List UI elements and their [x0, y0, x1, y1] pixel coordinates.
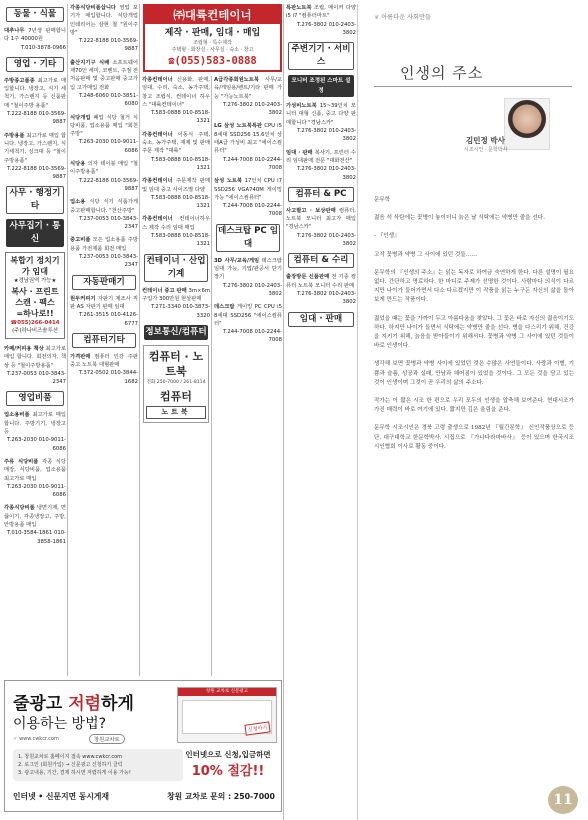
- classified-ad: [70, 160, 138, 193]
- ad-title: 각종컨테이너: [142, 131, 173, 138]
- box-ad-phone: ☎055)266-0414: [10, 319, 60, 326]
- ad-title: 컨테이너 중고 판매: [142, 287, 187, 294]
- classified-ad: [214, 303, 282, 344]
- ad-phone: T.010-3878-0966: [20, 44, 66, 51]
- ad-title: 각종컨테이너: [142, 178, 173, 185]
- ad-phone: T.271-3340 010-3873-3320: [151, 304, 210, 319]
- classified-ad: [70, 236, 138, 269]
- ad-title: 업소용비품: [4, 412, 30, 419]
- promo-headline-b: 저렴: [68, 694, 102, 714]
- ad-phone: T.244-7008 010-2244-7008: [223, 329, 282, 344]
- page-number: 11: [548, 786, 578, 814]
- ad-body: 의자 테이블 매입 "철이주방용품": [70, 161, 138, 176]
- ad-title: 3D 사무/교육/게임: [214, 257, 260, 264]
- box-ad-line: 스캔 · 팩스: [15, 297, 55, 307]
- box-ad-company: (주)하나비즈솔루션: [12, 328, 58, 335]
- essay-paragraph: 작가는 이 짧은 시조 한 편으로 우리 모두의 인생을 압축해 보여준다. 현대시조가 가진 매력이 바로 여기에 있다. 짧지만 깊은 울림을 준다.: [374, 398, 574, 414]
- ad-title: 사고팔고 · 보상판매: [286, 207, 336, 214]
- ad-title: 특판노트북: [286, 5, 312, 11]
- essay-paragraph: 문무학 시조시인은 경북 고령 출생으로 1982년 『월간문학』 신인작품상으로 등단. 대구대학교 한문학박사. 시집으로 『가나다라마바사』 등이 있으며 한국시조시인협회 이사로 활동 중이다.: [374, 425, 574, 450]
- ad-title: 주방용품: [4, 132, 25, 139]
- ad-phone: T.583-0888 010-8518-1321: [151, 110, 210, 125]
- ad-title: 식당용: [70, 161, 86, 168]
- ad-title: 가격판매: [70, 353, 91, 360]
- classified-ad: [4, 504, 66, 545]
- classified-column-1: [4, 4, 66, 676]
- classified-column-2: [70, 4, 138, 676]
- ad-body: 이동식 주택, 숙소, 농가주택, 재제 및 판매 주문 제작 "대륙": [142, 131, 210, 155]
- category-header: 동물 · 식물: [6, 7, 64, 22]
- promo-discount-value: 10% 절감!!: [191, 764, 265, 779]
- info-box-phone: 전화 250-7000 / 261-8114: [146, 379, 206, 385]
- classified-ad: [286, 102, 356, 143]
- ad-phone: T.276-3802 010-2403-3802: [223, 101, 282, 117]
- ad-phone: T.261-3515 010-4126-6777: [79, 312, 138, 327]
- category-header: 컨테이너 · 산업기계: [144, 254, 208, 282]
- container-services: 제작 · 판매, 임대 · 매입: [164, 28, 261, 38]
- ad-phone: T.276-3802 010-2403-3802: [297, 166, 356, 181]
- box-ad-sub: ★경남권역 가능★: [13, 278, 57, 285]
- classified-column-4: [214, 76, 282, 676]
- ad-title: A급각종회원노트북: [214, 77, 260, 83]
- column-divider: [67, 4, 68, 676]
- promo-discount-text: 인터넷으로 신청,입금하면: [185, 750, 271, 759]
- ad-phone: T.276-3802 010-2403-3802: [297, 290, 356, 306]
- classified-ad: [142, 76, 210, 126]
- category-header: 사무 · 행정기타: [6, 186, 64, 214]
- ad-phone: T.276-3802 010-2403-3802: [297, 21, 356, 36]
- ad-body: 신용화, 판매, 임대, 수리, 숙소, 농가주택, 창고 조립식, 컨테이너 하우스 "대륙컨테이너": [142, 77, 210, 108]
- promo-step: 3. 광고내용, 기간, 결제 하시면 저렴하게 이용 가능!: [18, 770, 131, 776]
- category-header: 컴퓨터 & PC: [288, 187, 354, 202]
- classified-ad: [286, 4, 356, 37]
- promo-headline: [13, 689, 134, 714]
- essay-paragraph: 젊음 석 삭탄에는 꽃병이 놓이더니 늙은 날 식탁에는 약병만 줄을 선다.: [374, 215, 545, 222]
- promo-footer-right: 창원 교차로 문의 : 250-7000: [167, 792, 275, 801]
- ad-phone: T.372-0502 010-3844-1682: [79, 370, 138, 385]
- classified-ad: [214, 76, 282, 117]
- container-company-ad: [143, 4, 282, 72]
- author-photo: [504, 98, 550, 150]
- ad-phone: T.237-0053 010-3843-2347: [7, 370, 66, 386]
- ad-body: 데스크탑 임대 가능, 기업/관공서 단기 장기: [214, 257, 282, 281]
- ad-body: 자판기 제조사 직판 AS 자판기 판매 임대: [70, 295, 138, 310]
- category-header: 임대 · 판매: [288, 312, 354, 327]
- classified-ad: [70, 295, 138, 328]
- ad-phone: T.583-0888 010-8518-1321: [151, 194, 210, 210]
- ad-body: 7년생 판매합니다 1주 40000원: [4, 28, 66, 43]
- ad-title: 각종식당비품: [4, 505, 35, 512]
- ad-phone: T.010-3584-1861 010-3858-1861: [7, 530, 66, 545]
- ad-title: 주류 식당비품: [4, 458, 39, 465]
- promo-steps: [13, 749, 183, 781]
- ad-phone: T.222-8188 010-3569-9887: [79, 38, 138, 53]
- category-subheader: 모니터 조정된 스마트 설정: [288, 75, 354, 97]
- ad-body: 조립, 메이커 다양 i5 i7 "컴퓨터마트": [286, 5, 356, 20]
- ad-phone: T.244-7008 010-2244-7008: [223, 203, 282, 218]
- ad-title: 업소용: [70, 199, 86, 206]
- essay-paragraph: 문무학의 『인생의 주소』는 읽는 독자로 하여금 숙연하게 한다. 다른 설명이 필요 없다. 간단하고 명료하다. 한 마디로 주제가 선명한 것이다. 사람마다 의식이 다르지만 나이가 들어가면서 다소 다르겠지만 이 작품을 읽는 누구든 자신의 삶을 돌아보게 만드는 작품이다.: [374, 269, 574, 304]
- essay-title: 인생의 주소: [400, 64, 484, 82]
- promo-step: 1. 창원교차로 홈페이지 접속 www.cwkcr.com: [18, 754, 123, 760]
- essay-paragraph: - 『인생』: [374, 233, 400, 240]
- ad-phone: T.276-3802 010-2403-3802: [223, 282, 282, 297]
- essay-section-label: [374, 12, 431, 21]
- ad-phone: T.583-0888 010-8518-1321: [151, 156, 210, 171]
- classified-ad: [214, 177, 282, 218]
- ad-title: 데스크탑: [214, 304, 235, 311]
- author-name: 김민정 박사: [466, 136, 505, 145]
- classified-ad: [4, 132, 66, 182]
- category-header: 컴퓨터 & 수리: [288, 253, 354, 268]
- box-ad-title: 복합기 정치기가 임대: [10, 256, 60, 277]
- category-header: 컴퓨터기타: [72, 333, 136, 348]
- ad-title: 출장방문 신품판매: [286, 274, 330, 281]
- ad-body: 최고가로 매입합니다. 주방기기, 냉장고 등: [4, 412, 66, 436]
- ad-body: 최고가로 매입 합니다. 냉장고, 가스렌지, 식기세척기, 싱크대 등 "철이주방용품": [4, 132, 66, 164]
- promo-subheadline: 이용하는 방법?: [13, 716, 107, 732]
- ad-phone: T.244-7008 010-2244-7008: [223, 156, 282, 171]
- classified-ad: [4, 411, 66, 452]
- ad-body: 컨테이너하우스 제작 수리 임대 매입: [142, 216, 210, 231]
- box-ad-line: 복사 · 프린트: [11, 286, 59, 296]
- ad-title: 각종식당비품삽니다: [70, 5, 117, 11]
- classified-promo-banner: [4, 680, 282, 812]
- ad-title: 출산지기구 식배: [70, 59, 110, 66]
- classified-ad: [4, 458, 66, 499]
- category-subheader: 사무집기 · 통신: [6, 219, 64, 247]
- ad-title: 원두커피기: [70, 295, 96, 302]
- ad-title: 카페/커피용 책상: [4, 345, 44, 352]
- column-divider: [357, 4, 358, 820]
- container-company-name: ㈜대륙컨테이너: [145, 6, 280, 24]
- ad-phone: T.237-0053 010-3843-2347: [79, 254, 138, 269]
- ad-body: 복사기, 프린터 수리 임대판매 전문 "대화전산": [286, 149, 356, 164]
- classified-ad: [286, 149, 356, 182]
- ad-body: 영업 포기가 매입합니다. 식당개업 인테리어는 삼현 철 "원이주방": [70, 5, 138, 36]
- category-header: 자동판매기: [72, 275, 136, 290]
- ad-phone: T.583-0888 010-8518-1321: [151, 233, 210, 248]
- promo-url[interactable]: ☞ www.cwkcr.com: [13, 736, 59, 742]
- promo-discount: [177, 749, 279, 779]
- ad-body: 3m×6m 구입가 300만원 현상판매: [142, 287, 210, 302]
- copier-rental-box-ad: [5, 252, 65, 339]
- ad-body: 사무/교육/게임용/렌트/기타 판매 가능 "가능노트북": [214, 77, 282, 100]
- ad-phone: T.263-2030 010-9011-6086: [7, 483, 66, 499]
- column-divider: [139, 4, 140, 676]
- ad-body: 모든 업소용품 주방용품 가전제품 회전 매입: [70, 237, 138, 252]
- ad-phone: T.263-2030 010-9011-6086: [7, 437, 66, 452]
- container-phone: ☎(055)583-0888: [168, 55, 257, 67]
- ad-body: 최고가로 매입합니다. 냉장고, 식기 세척기, 가스렌지 등 신품판매 "철이주방 용품": [4, 77, 66, 109]
- author-credentials: 시조시인 · 문학박사: [464, 147, 508, 153]
- ad-body: 식당 식기 식품가게 중고판매합니다. "천산주방": [70, 199, 138, 214]
- column-divider: [283, 4, 284, 820]
- phone-mockup-header: 창원 교차로 신문광고: [178, 688, 276, 696]
- ad-phone: T.276-3802 010-2403-3802: [297, 128, 356, 143]
- classified-ad: [70, 198, 138, 231]
- info-box-computer: 컴퓨터: [160, 389, 192, 403]
- ad-body: 컴퓨터 인강 주판 중고 노트북 대형판매: [70, 353, 138, 369]
- promo-footer-left: 인터넷 • 신문지면 동시게재: [13, 792, 109, 801]
- container-subline: 주택형 · 화장실 · 사무실 · 숙소 · 창고: [171, 47, 254, 53]
- essay-section: [360, 0, 588, 820]
- ad-body: 폐업 식당 철거 식당비품, 업소용품 매입 "회천주방": [70, 114, 138, 138]
- ad-title: 중고비품: [70, 237, 91, 244]
- ad-title: 임대 · 판매: [286, 149, 313, 156]
- classified-ad: [286, 207, 356, 248]
- essay-paragraph: 문무학: [374, 197, 391, 203]
- ad-title: 삼성 노트북: [214, 178, 243, 185]
- classified-ad: [70, 114, 138, 155]
- category-header: 정보통신/컴퓨터: [144, 325, 208, 340]
- ad-title: 가성비노트북: [286, 103, 317, 110]
- ad-phone: T.222-8188 010-3569-9887: [7, 165, 66, 181]
- ad-phone: T.237-0053 010-3843-2347: [79, 215, 138, 231]
- classified-column-3: [142, 76, 210, 676]
- phone-mockup: [177, 687, 277, 743]
- ad-body: 최고가로 매입 합니다. 회전의자, 책상 등 "철이주방용품": [4, 345, 66, 369]
- ad-title: 각종컨테이너: [142, 216, 173, 223]
- classified-ad: [214, 122, 282, 172]
- ad-body: 냉면기계, 면끓이기, 각종냉장고, 주방, 안방용품 매입: [4, 505, 66, 528]
- container-subline: 조립형 · 특수제작: [193, 40, 232, 46]
- essay-paragraph: 젊었을 때는 꽃을 가까이 두고 아름다움을 찾았다. 그 꽃은 바로 자신의 젊음이기도 하다. 하지만 나이가 들면서 식탁에는 약병만 줄을 선다. 병을 다스리기 위해, 건강을 지키기 위해, 늙음을 받아들이기 위해서다. 꽃병과 약병 그 사이에 있던 것들이 바로 인생이다.: [374, 315, 574, 350]
- promo-step: 2. 로그인 (회원가입) → 신문광고 신청하기 클릭: [18, 762, 123, 768]
- ad-title: 주방종고품종: [4, 77, 35, 84]
- ad-body: 17인치 CPU i7 SSD256 VGA740M 게이밍 가능 "에이스컴퓨터": [214, 178, 282, 201]
- classified-ad: [214, 257, 282, 298]
- ad-phone: T.248-6060 010-3851-6080: [79, 92, 138, 108]
- promo-headline-c: 하게: [101, 694, 134, 714]
- classified-column-5: [286, 4, 356, 820]
- category-header: 데스크탑 PC 임대: [216, 224, 280, 252]
- ad-title: 대추나무: [4, 28, 25, 34]
- classified-ad: [70, 59, 138, 109]
- essay-paragraph: 생각해 보면 꽃병과 약병 사이에 있었던 것은 수많은 사연들이다. 사랑과 이별, 기쁨과 슬픔, 성공과 실패, 만남과 헤어짐이 있었을 것이다. 그 모든 것을 담고 있는 것이 인생이며 그것이 곧 우리의 삶의 주소다.: [374, 361, 574, 386]
- classified-ad: [142, 177, 210, 210]
- classified-ad: [286, 273, 356, 306]
- column-divider: [211, 76, 212, 676]
- computer-info-box: [143, 345, 209, 423]
- ad-body: 주문제작 판매 및 임대 중고 사이즈별 다양: [142, 178, 210, 193]
- classified-ad: [70, 4, 138, 54]
- ad-body: 각종 식당 매장, 식당비품, 업소용품 최고가로 매입: [4, 458, 66, 482]
- classified-ad: [4, 345, 66, 386]
- ad-body: CPU i5 8세대 SSD256 15.6인치 상태A급 가성비 최고 "에이스컴퓨터": [214, 123, 282, 155]
- category-header: 영업비품: [6, 391, 64, 406]
- essay-paragraph: 고작 꽃병과 약병 그 사이에 있던 것들……: [374, 251, 477, 258]
- classified-ad: [4, 27, 66, 52]
- classified-ad: [4, 77, 66, 127]
- ad-phone: T.222-8188 010-3569-9887: [7, 111, 66, 126]
- essay-divider: [374, 86, 572, 87]
- classified-ad: [142, 131, 210, 172]
- promo-site-button[interactable]: 창원교차로: [89, 734, 125, 744]
- ad-title: 식당개업: [70, 114, 91, 121]
- essay-section-text: 아름다운 사회만들: [381, 14, 431, 21]
- ad-body: 15~39인치 모니터 대형 신품, 중고 다양 판매합니다 "경남스카": [286, 103, 356, 126]
- category-header: 주변기기 · 서비스: [288, 42, 354, 70]
- ad-body: 소프트웨어 제70인 세미, 코벤트, 주점 전처음판매 및 중고판매 중고가입 고가매입 전화: [70, 59, 138, 91]
- classified-ad: [142, 287, 210, 320]
- leaf-icon: ❦: [374, 14, 380, 21]
- ad-title: LG 삼성 노트북특판: [214, 123, 263, 130]
- ad-body: 컴퓨터, 노트북 모니터 최고가 매입 "경남스카": [286, 207, 356, 231]
- ad-body: 전 기종 컴퓨터 노트북 모니터 수리 판매: [286, 274, 356, 289]
- info-box-title: 컴퓨터 · 노트북: [148, 349, 204, 378]
- ad-phone: T.263-2030 010-9011-6086: [79, 139, 138, 154]
- classified-ad: [70, 353, 138, 386]
- ad-body: 게이밍 PC CPU i5 8세대 SSD256 "에이스컴퓨터": [214, 304, 282, 327]
- ad-phone: T.276-3802 010-2403-3802: [297, 232, 356, 248]
- promo-footer: [13, 791, 275, 802]
- promo-headline-a: 줄광고: [13, 694, 69, 714]
- category-header: 영업 · 기타: [6, 57, 64, 72]
- info-box-laptop: 노트북: [146, 406, 206, 419]
- ad-title: 각종컨테이너: [142, 77, 173, 83]
- box-ad-line: =하나로!!: [16, 308, 54, 318]
- ad-phone: T.222-8188 010-3569-9887: [79, 177, 138, 192]
- phone-mockup-stamp: 신청하기: [244, 721, 271, 735]
- essay-body: [374, 196, 574, 461]
- classified-ad: [142, 215, 210, 248]
